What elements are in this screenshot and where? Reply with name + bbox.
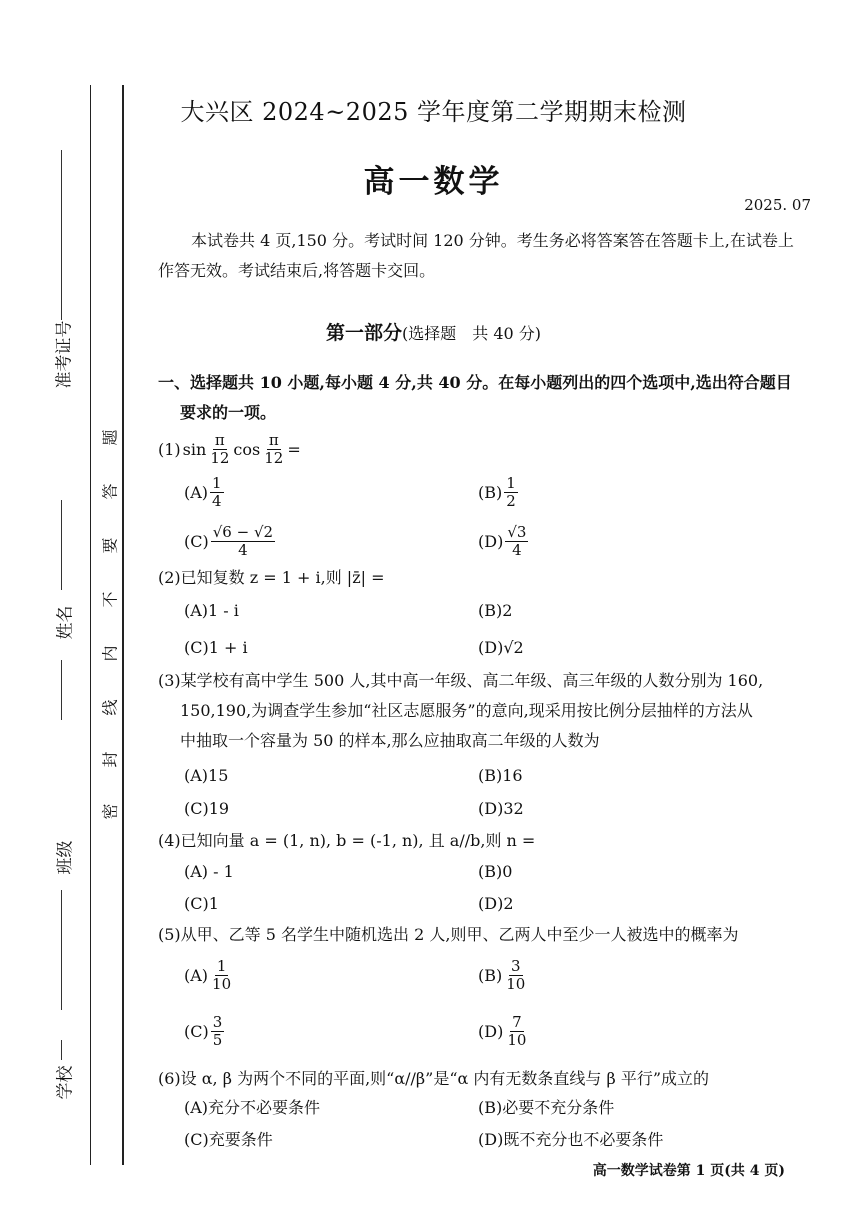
q1-frac2 bbox=[262, 432, 285, 467]
page-footer: 高一数学试卷第 1 页(共 4 页) bbox=[592, 1163, 785, 1179]
q5-option-b bbox=[478, 958, 529, 993]
q1-prefix: (1) bbox=[158, 439, 181, 459]
q5-b-label: (B) bbox=[478, 965, 503, 985]
q1-option-d bbox=[478, 524, 530, 559]
q1-cos: cos bbox=[233, 439, 261, 459]
q5-d-den: 10 bbox=[507, 1031, 527, 1049]
q1-a-label: (A) bbox=[184, 482, 209, 502]
q1-frac2-num: π bbox=[268, 431, 279, 449]
q3-stem bbox=[158, 666, 798, 756]
seal-char-3: 线 bbox=[100, 699, 120, 716]
exam-no-label: 准考证号 bbox=[54, 320, 75, 389]
q5-option-a bbox=[184, 958, 235, 993]
q2-stem: (2)已知复数 z = 1 + i,则 |z̄| = bbox=[158, 568, 385, 587]
q5-a-frac bbox=[210, 958, 233, 993]
section-heading bbox=[158, 368, 794, 428]
binding-line-inner bbox=[122, 85, 124, 1165]
q2-option-d: (D)√2 bbox=[478, 638, 524, 657]
q6-option-d: (D)既不充分也不必要条件 bbox=[478, 1130, 664, 1149]
q3-line2: 150,190,为调查学生参加“社区志愿服务”的意向,现采用按比例分层抽样的方法从 bbox=[180, 701, 753, 720]
name-underline-lower bbox=[61, 660, 62, 720]
instructions: 本试卷共 4 页,150 分。考试时间 120 分钟。考生务必将答案答在答题卡上,在试卷上作答无效。考试结束后,将答题卡交回。 bbox=[158, 231, 794, 280]
q1-option-a bbox=[184, 475, 226, 510]
exam-date: 2025. 07 bbox=[744, 196, 811, 214]
section-heading-line1: 一、选择题共 10 小题,每小题 4 分,共 40 分。在每小题列出的四个选项中,选出符合题目 bbox=[158, 373, 792, 392]
q1-a-den: 4 bbox=[212, 492, 222, 510]
binding-line-outer bbox=[90, 85, 91, 1165]
q2-option-b: (B)2 bbox=[478, 601, 513, 620]
q1-d-den: 4 bbox=[512, 541, 522, 559]
q5-c-label: (C) bbox=[184, 1021, 209, 1041]
seal-char-5: 不 bbox=[100, 591, 120, 608]
q1-frac1-den: 12 bbox=[210, 449, 230, 467]
q4-option-a: (A) - 1 bbox=[184, 862, 234, 881]
q3-line1: (3)某学校有高中学生 500 人,其中高一年级、高二年级、高三年级的人数分别为 160, bbox=[158, 671, 764, 690]
seal-char-4: 内 bbox=[100, 645, 120, 662]
q1-c-num: √6 − √2 bbox=[212, 523, 274, 541]
section-heading-line2: 要求的一项。 bbox=[180, 403, 277, 422]
q1-d-label: (D) bbox=[478, 531, 504, 551]
exam-title: 大兴区 2024~2025 学年度第二学期期末检测 bbox=[180, 98, 687, 126]
q5-c-num: 3 bbox=[212, 1013, 223, 1031]
q1-a-num: 1 bbox=[212, 474, 222, 492]
q1-d-num: √3 bbox=[507, 523, 527, 541]
q1-b-num: 1 bbox=[506, 474, 516, 492]
q1-b-frac bbox=[504, 475, 518, 510]
q5-c-den: 5 bbox=[212, 1031, 223, 1049]
part-heading bbox=[0, 318, 867, 345]
q4-option-b: (B)0 bbox=[478, 862, 513, 881]
school-label: 学校 bbox=[55, 1065, 76, 1100]
q1-frac2-den: 12 bbox=[264, 449, 284, 467]
q1-sin: sin bbox=[182, 439, 207, 459]
q3-option-a: (A)15 bbox=[184, 766, 229, 785]
q4-stem: (4)已知向量 a = (1, n), b = (-1, n), 且 a//b,则 n = bbox=[158, 831, 536, 850]
q3-option-c: (C)19 bbox=[184, 799, 230, 818]
subject-title: 高一数学 bbox=[363, 164, 504, 200]
q2-option-a: (A)1 - i bbox=[184, 601, 239, 620]
q1-stem bbox=[158, 432, 301, 467]
q1-a-frac bbox=[210, 475, 224, 510]
q1-option-c bbox=[184, 524, 277, 559]
q5-a-num: 1 bbox=[216, 957, 227, 975]
part-subtitle: (选择题 共 40 分) bbox=[401, 324, 542, 343]
q6-stem: (6)设 α, β 为两个不同的平面,则“α//β”是“α 内有无数条直线与 β 平行”成立的 bbox=[158, 1069, 710, 1088]
q5-d-num: 7 bbox=[512, 1013, 522, 1031]
seal-char-7: 答 bbox=[100, 483, 120, 500]
q1-b-label: (B) bbox=[478, 482, 503, 502]
q1-b-den: 2 bbox=[506, 492, 516, 510]
name-label: 姓名 bbox=[55, 605, 76, 640]
seal-char-8: 题 bbox=[100, 429, 120, 446]
q1-option-b bbox=[478, 475, 520, 510]
q5-a-label: (A) bbox=[184, 965, 209, 985]
q2-option-c: (C)1 + i bbox=[184, 638, 248, 657]
class-label: 班级 bbox=[55, 840, 76, 875]
seal-char-6: 要 bbox=[100, 537, 120, 554]
q5-option-c bbox=[184, 1014, 226, 1049]
q5-b-den: 10 bbox=[506, 975, 526, 993]
q4-option-c: (C)1 bbox=[184, 894, 219, 913]
seal-char-2: 封 bbox=[100, 751, 120, 768]
q1-c-frac bbox=[211, 524, 275, 559]
q5-d-label: (D) bbox=[478, 1021, 504, 1041]
q6-option-b: (B)必要不充分条件 bbox=[478, 1098, 615, 1117]
q5-c-frac bbox=[211, 1014, 225, 1049]
q3-option-b: (B)16 bbox=[478, 766, 523, 785]
class-underline bbox=[61, 890, 62, 1010]
part-title: 第一部分 bbox=[325, 322, 402, 344]
q5-b-frac bbox=[504, 958, 527, 993]
q1-suffix: = bbox=[287, 439, 301, 459]
q5-stem: (5)从甲、乙等 5 名学生中随机选出 2 人,则甲、乙两人中至少一人被选中的概率为 bbox=[158, 925, 739, 944]
q6-option-a: (A)充分不必要条件 bbox=[184, 1098, 321, 1117]
q6-option-c: (C)充要条件 bbox=[184, 1130, 273, 1149]
q5-a-den: 10 bbox=[212, 975, 232, 993]
q1-frac1-num: π bbox=[214, 431, 225, 449]
q1-c-den: 4 bbox=[238, 541, 248, 559]
q1-c-label: (C) bbox=[184, 531, 209, 551]
q1-d-frac bbox=[505, 524, 528, 559]
school-underline bbox=[61, 1040, 62, 1060]
q3-line3: 中抽取一个容量为 50 的样本,那么应抽取高二年级的人数为 bbox=[180, 731, 600, 750]
name-underline bbox=[61, 500, 62, 590]
q3-option-d: (D)32 bbox=[478, 799, 524, 818]
q5-b-num: 3 bbox=[511, 957, 521, 975]
q5-d-frac bbox=[505, 1014, 528, 1049]
q5-option-d bbox=[478, 1014, 530, 1049]
q4-option-d: (D)2 bbox=[478, 894, 514, 913]
seal-char-1: 密 bbox=[100, 803, 120, 820]
q1-frac1 bbox=[208, 432, 231, 467]
